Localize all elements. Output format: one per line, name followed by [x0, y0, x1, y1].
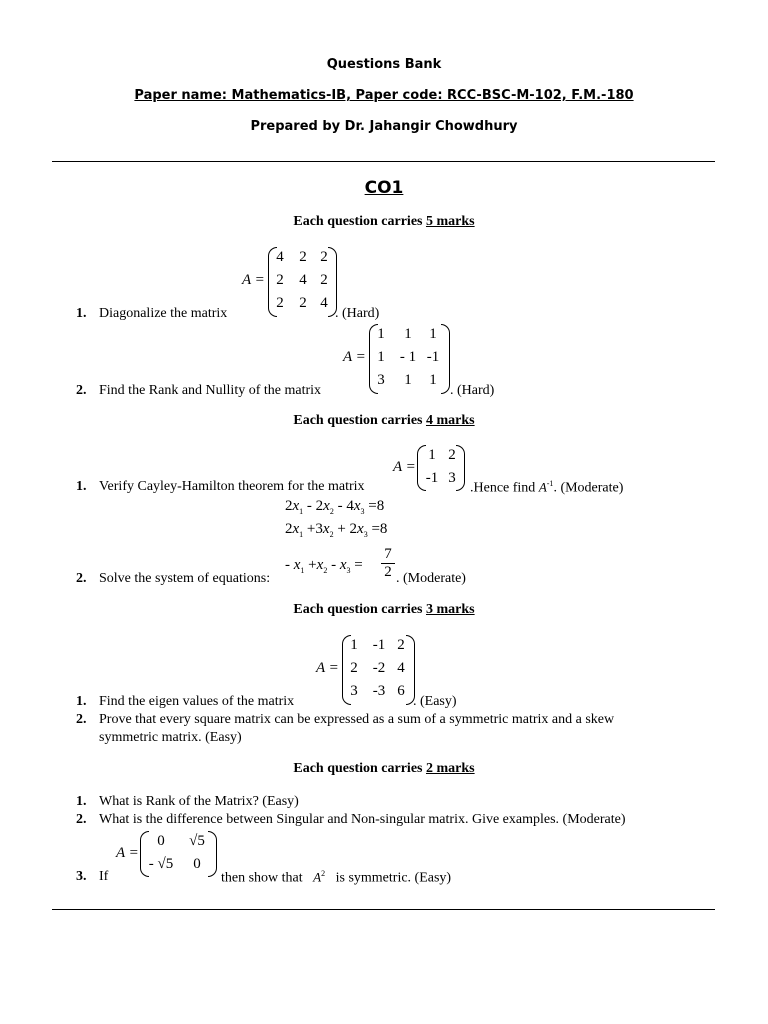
paper-info: Paper name: Mathematics-IB, Paper code: RCC-BSC-M-102, F.M.-180 — [134, 88, 634, 103]
question-text: If — [99, 869, 109, 884]
difficulty-label: . (Easy) — [413, 694, 457, 709]
question-text-continued: symmetric matrix. (Easy) — [99, 730, 242, 745]
matrix-eigen-values: A = 1 -1 2 2 -2 4 3 -3 6 — [316, 635, 418, 705]
fraction-seven-halves: $\frac{7}{2}$ — [381, 546, 395, 581]
question-number: 2. — [76, 812, 87, 827]
question-number: 2. — [76, 383, 87, 398]
question-number: 1. — [76, 794, 87, 809]
matrix-diagonalize: A = 4 2 2 2 4 2 2 2 4 — [242, 247, 342, 317]
question-text: What is the difference between Singular and Non-singular matrix. Give examples. (Moderate) — [99, 812, 626, 827]
bottom-divider — [52, 909, 715, 910]
question-text: Diagonalize the matrix — [99, 306, 228, 321]
question-number: 1. — [76, 479, 87, 494]
document-title: Questions Bank — [326, 57, 442, 72]
section-heading-3-marks: Each question carries 3 marks — [293, 602, 475, 617]
equation-3: - $x_1 +x_2 - x_3$ = — [285, 557, 363, 575]
question-text: Solve the system of equations: — [99, 571, 271, 586]
question-text: Prove that every square matrix can be expressed as a sum of a symmetric matrix and a skew — [99, 712, 615, 727]
matrix-rank-nullity: A = 1 1 1 1 - 1 -1 3 1 1 — [343, 324, 451, 394]
co-title: CO1 — [364, 178, 404, 198]
question-number: 2. — [76, 712, 87, 727]
question-text-continued: .Hence find $A^{-1}$. (Moderate) — [470, 479, 624, 496]
difficulty-label: . (Moderate) — [396, 571, 466, 586]
question-number: 3. — [76, 869, 87, 884]
difficulty-label: . (Hard) — [450, 383, 495, 398]
question-text: Verify Cayley-Hamilton theorem for the matrix — [99, 479, 365, 494]
section-heading-5-marks: Each question carries 5 marks — [293, 214, 475, 229]
difficulty-label: . (Hard) — [335, 306, 380, 321]
section-heading-4-marks: Each question carries 4 marks — [293, 413, 475, 428]
prepared-by: Prepared by Dr. Jahangir Chowdhury — [250, 119, 518, 134]
question-text: What is Rank of the Matrix? (Easy) — [99, 794, 299, 809]
matrix-symmetric: A = 0 √5 - √5 0 — [116, 831, 220, 877]
equation-2: $2x_1 +3x_2 + 2x_3 =8$ — [285, 521, 388, 539]
question-text-continued: then show that $A^2$ is symmetric. (Easy) — [221, 869, 452, 886]
equation-1: $2x_1 - 2x_2 - 4x_3 =8$ — [285, 498, 385, 516]
matrix-cayley-hamilton: A = 1 2 -1 3 — [393, 445, 473, 491]
question-number: 1. — [76, 694, 87, 709]
question-number: 2. — [76, 571, 87, 586]
question-number: 1. — [76, 306, 87, 321]
question-text: Find the Rank and Nullity of the matrix — [99, 383, 322, 398]
question-text: Find the eigen values of the matrix — [99, 694, 295, 709]
top-divider — [52, 161, 715, 162]
section-heading-2-marks: Each question carries 2 marks — [293, 761, 475, 776]
